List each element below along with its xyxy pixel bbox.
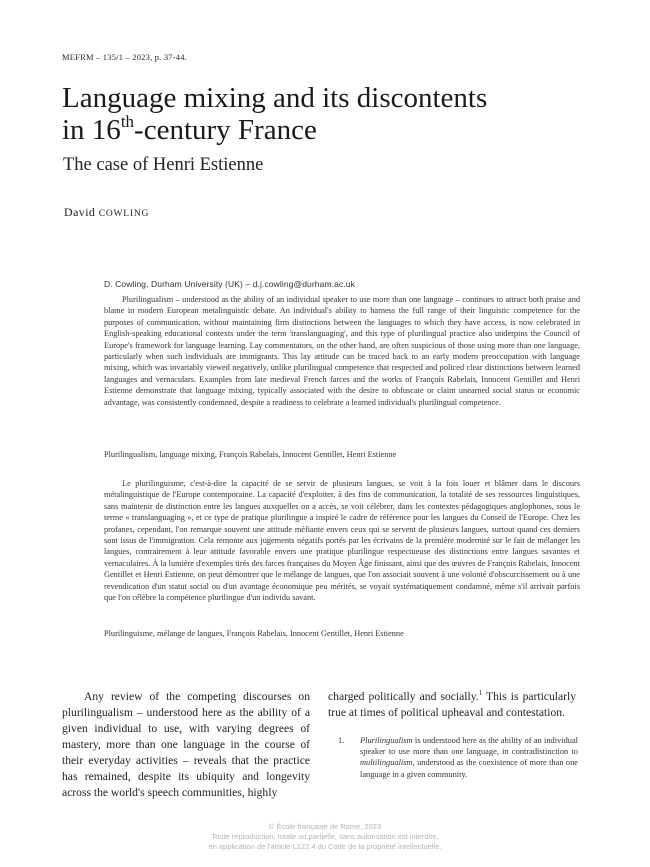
footnote-text [360,735,578,780]
keywords-english: Plurilingualism, language mixing, François Rabelais, Innocent Gentillet, Henri Estienne [104,450,397,459]
article-title [62,82,602,146]
abstract-french [104,478,580,603]
footnote-number: 1. [338,736,345,745]
keywords-french: Plurilinguisme, mélange de langues, François Rabelais, Innocent Gentillet, Henri Estienne [104,629,404,638]
copyright-line-3: en application de l'article L122.4 du Code de la propriété intellectuelle. [208,842,442,851]
copyright-notice [0,822,650,852]
title-superscript: th [120,112,135,131]
author-first-name: David [64,205,96,219]
author-affiliation: D. Cowling, Durham University (UK) – d.j.cowling@durham.ac.uk [104,279,355,289]
author-name [64,205,149,220]
abstract-english-text: Plurilingualism – understood as the ability of an individual speaker to use more than one language – continues to attract both praise and blame in modern European metalinguistic debate. An individual's ability to harness the full range of their linguistic competence for the purposes of communication, without maintaining firm distinctions between the languages to which they have access, is now celebrated in English-speaking educational contexts under the term 'translanguaging', and this type of plurilingual practice also underpins the Council of Europe's framework for language learning. Lay commentators, on the other hand, are often suspicious of those using more than one language, particularly when such individuals are immigrants. This lay attitude can be traced back to an early modern preoccupation with language mixing, which was invariably viewed negatively, unlike plurilingual competence that respected and policed clear distinctions between learned languages and vernaculars. Examples from late medieval French farces and the works of François Rabelais, Innocent Gentillet and Henri Estienne demonstrate that language mixing, typically associated with the desire to obfuscate or claim unearned social status or economic advantage, was consistently condemned, despite a readiness to celebrate a learned individual's plurilingual competence. [104,295,580,407]
footnote-text-part-2: , understood as the coexistence of more than one language in a given community. [360,758,578,779]
body-column-right [328,689,576,721]
title-line-2-end: -century France [134,114,317,146]
body-paragraph: Any review of the competing discourses on plurilingualism – understood here as the ability of a given individual to use, with varying degrees of mastery, more than one language in the course of their everyday activities – reveals that the practice has remained, despite its ubiquity and longevity across the world's speech communities, highly [62,690,310,799]
body-paragraph-continued [328,689,576,721]
body-column-left [62,689,310,801]
abstract-english [104,294,580,408]
article-subtitle: The case of Henri Estienne [63,155,264,175]
abstract-french-text: Le plurilinguisme, c'est-à-dire la capacité de se servir de plusieurs langues, se voit à la fois louer et blâmer dans le discours métalinguistique de l'Europe contemporaine. La capacité d'exploiter, à des fins de communication, la totalité de ses ressources linguistiques, sans maintenir de distinction entre les langues auxquelles on a accès, se voit célébrer, dans les contextes pédagogiques anglophones, sous le terme « translanguaging », et ce type de pratique plurilingue a inspiré le cadre de référence pour les langues du Conseil de l'Europe. Chez les profanes, cependant, l'on remarque souvent une attitude méfiante envers ceux qui se servent de plusieurs langues, surtout quand ces derniers sont issus de l'immigration. Cela remonte aux jugements négatifs portés par les écrivains de la première modernité sur le fait de mélanger les langues, contrairement à leur attitude favorable envers une pratique plurilingue respectueuse des distinctions entre langues savantes et vernaculaires. À la lumière d'exemples tirés des farces françaises du Moyen Âge finissant, ainsi que des œuvres de François Rabelais, Innocent Gentillet et Henri Estienne, on peut démontrer que le mélange de langues, que l'on associait souvent à une volonté d'obscurcissement ou à une revendication d'un statut social ou d'un avantage économique peu mérités, se voyait systématiquement condamné, même s'il arrivait parfois que l'on célèbre la compétence plurilingue d'un individu savant. [104,479,580,603]
title-line-1: Language mixing and its discontents [62,82,488,114]
body-text-part-a: charged politically and socially. [328,690,479,703]
footnote-term-multilingualism: multilingualism [360,758,413,768]
author-last-name: COWLING [98,209,150,219]
journal-reference: MEFRM – 135/1 – 2023, p. 37-44. [62,52,187,62]
footnote-reference[interactable]: 1 [478,689,483,697]
title-line-2-start: in 16 [62,114,121,146]
footnote-term-plurilingualism: Plurilingualism [360,736,413,745]
copyright-line-2: Toute reproduction, totale ou partielle, sans autorisation est interdite, [211,832,439,841]
body-text-part-b: This is particularly true at times of political upheaval and contestation. [328,690,576,719]
footnote [338,735,578,780]
footnote-text-part-1: is understood here as the ability of an individual speaker to use more than one language, in contradistinction to [360,736,578,757]
copyright-line-1: © École française de Rome, 2023 [268,822,382,831]
